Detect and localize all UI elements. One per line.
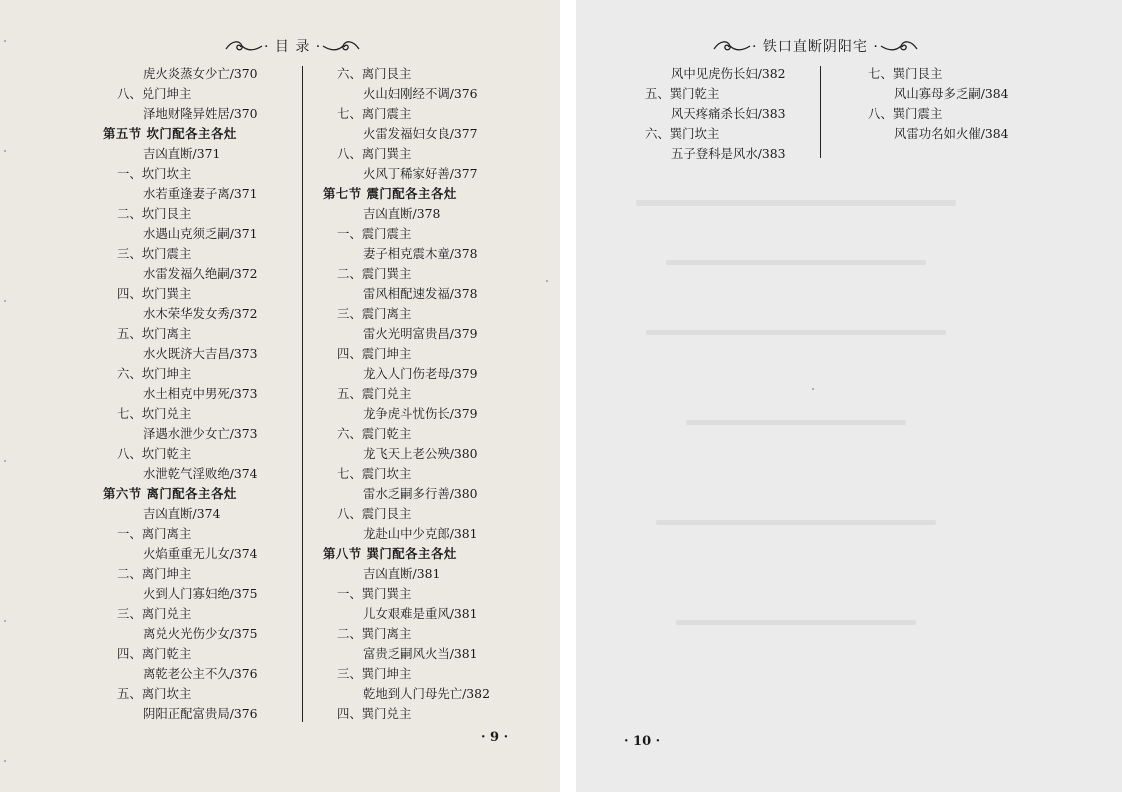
- toc-section-heading: 第八节 巽门配各主各灶: [323, 546, 457, 561]
- toc-entry: 火风丁稀家好善/377: [363, 166, 478, 181]
- toc-entry: 乾地到人门母先亡/382: [363, 686, 490, 701]
- toc-entry: 火山妇刚经不调/376: [363, 86, 478, 101]
- toc-entry: 龙争虎斗忧伤长/379: [363, 406, 478, 421]
- toc-subheading: 四、离门乾主: [117, 646, 192, 661]
- toc-entry: 雷风相配速发福/378: [363, 286, 478, 301]
- toc-entry: 水火既济大吉昌/373: [143, 346, 258, 361]
- scroll-flourish-icon: [321, 38, 361, 54]
- page-number: · 9 ·: [481, 730, 509, 745]
- toc-subheading: 八、坎门乾主: [117, 446, 192, 461]
- toc-subheading: 四、坎门巽主: [117, 286, 192, 301]
- toc-subheading: 二、离门坤主: [117, 566, 192, 581]
- toc-entry: 雷火光明富贵昌/379: [363, 326, 478, 341]
- toc-entry: 龙飞天上老公殃/380: [363, 446, 478, 461]
- toc-entry: 水泄乾气淫败绝/374: [143, 466, 258, 481]
- toc-subheading: 七、离门震主: [337, 106, 412, 121]
- toc-subheading: 五、离门坎主: [117, 686, 192, 701]
- toc-subheading: 八、兑门坤主: [117, 86, 192, 101]
- toc-subheading: 四、震门坤主: [337, 346, 412, 361]
- toc-column: [854, 64, 1054, 144]
- toc-entry: 吉凶直断/381: [363, 566, 441, 581]
- toc-entry: 离乾老公主不久/376: [143, 666, 258, 681]
- column-divider: [302, 66, 303, 722]
- toc-subheading: 三、坎门震主: [117, 246, 192, 261]
- right-running-header: [712, 34, 919, 58]
- toc-entry: 风山寡母多乏嗣/384: [894, 86, 1009, 101]
- toc-entry: 吉凶直断/371: [143, 146, 221, 161]
- toc-subheading: 三、离门兑主: [117, 606, 192, 621]
- toc-section-heading: 第七节 震门配各主各灶: [323, 186, 457, 201]
- toc-subheading: 一、离门离主: [117, 526, 192, 541]
- toc-subheading: 六、离门艮主: [337, 66, 412, 81]
- toc-subheading: 三、巽门坤主: [337, 666, 412, 681]
- toc-subheading: 一、巽门巽主: [337, 586, 412, 601]
- toc-subheading: 七、坎门兑主: [117, 406, 192, 421]
- toc-column: [323, 64, 523, 724]
- toc-subheading: 六、巽门坎主: [645, 126, 720, 141]
- toc-subheading: 二、震门巽主: [337, 266, 412, 281]
- toc-entry: 风中见虎伤长妇/382: [671, 66, 786, 81]
- toc-entry: 阴阳正配富贵局/376: [143, 706, 258, 721]
- toc-entry: 风天疼痛杀长妇/383: [671, 106, 786, 121]
- toc-entry: 泽遇水泄少女亡/373: [143, 426, 258, 441]
- toc-subheading: 三、震门离主: [337, 306, 412, 321]
- toc-entry: 火到人门寡妇绝/375: [143, 586, 258, 601]
- toc-entry: 妻子相克震木童/378: [363, 246, 478, 261]
- scroll-flourish-icon: [712, 38, 752, 54]
- toc-subheading: 七、震门坎主: [337, 466, 412, 481]
- toc-entry: 泽地财隆异姓居/370: [143, 106, 258, 121]
- scroll-flourish-icon: [879, 38, 919, 54]
- toc-entry: 雷水乏嗣多行善/380: [363, 486, 478, 501]
- toc-entry: 吉凶直断/378: [363, 206, 441, 221]
- toc-column: [103, 64, 303, 724]
- left-running-header: [224, 34, 361, 58]
- header-title: · 目 录 ·: [264, 39, 322, 55]
- toc-entry: 风雷功名如火催/384: [894, 126, 1009, 141]
- toc-entry: 龙入人门伤老母/379: [363, 366, 478, 381]
- header-title: · 铁口直断阴阳宅 ·: [752, 39, 879, 55]
- toc-subheading: 一、坎门坎主: [117, 166, 192, 181]
- toc-section-heading: 第六节 离门配各主各灶: [103, 486, 237, 501]
- toc-entry: 水土相克中男死/373: [143, 386, 258, 401]
- toc-entry: 水遇山克须乏嗣/371: [143, 226, 258, 241]
- toc-entry: 水木荣华发女秀/372: [143, 306, 258, 321]
- toc-subheading: 六、坎门坤主: [117, 366, 192, 381]
- toc-entry: 龙赴山中少克郎/381: [363, 526, 478, 541]
- book-gutter: [560, 0, 576, 792]
- page-number: · 10 ·: [624, 734, 661, 749]
- toc-subheading: 五、震门兑主: [337, 386, 412, 401]
- toc-subheading: 八、离门巽主: [337, 146, 412, 161]
- toc-column: [631, 64, 831, 164]
- toc-entry: 儿女艰难是重风/381: [363, 606, 478, 621]
- column-divider: [820, 66, 821, 158]
- toc-entry: 火雷发福妇女良/377: [363, 126, 478, 141]
- toc-subheading: 七、巽门艮主: [868, 66, 943, 81]
- toc-entry: 水雷发福久绝嗣/372: [143, 266, 258, 281]
- toc-subheading: 八、巽门震主: [868, 106, 943, 121]
- toc-entry: 离兑火光伤少女/375: [143, 626, 258, 641]
- toc-entry: 富贵乏嗣风火当/381: [363, 646, 478, 661]
- toc-entry: 虎火炎蒸女少亡/370: [143, 66, 258, 81]
- toc-entry: 水若重逢妻子离/371: [143, 186, 258, 201]
- right-page: [576, 0, 1122, 792]
- toc-subheading: 一、震门震主: [337, 226, 412, 241]
- left-page: [0, 0, 560, 792]
- toc-subheading: 五、巽门乾主: [645, 86, 720, 101]
- toc-section-heading: 第五节 坎门配各主各灶: [103, 126, 237, 141]
- toc-subheading: 八、震门艮主: [337, 506, 412, 521]
- toc-subheading: 二、巽门离主: [337, 626, 412, 641]
- scroll-flourish-icon: [224, 38, 264, 54]
- toc-subheading: 五、坎门离主: [117, 326, 192, 341]
- toc-entry: 五子登科是风水/383: [671, 146, 786, 161]
- toc-entry: 火焰重重无儿女/374: [143, 546, 258, 561]
- toc-entry: 吉凶直断/374: [143, 506, 221, 521]
- toc-subheading: 二、坎门艮主: [117, 206, 192, 221]
- toc-subheading: 六、震门乾主: [337, 426, 412, 441]
- toc-subheading: 四、巽门兑主: [337, 706, 412, 721]
